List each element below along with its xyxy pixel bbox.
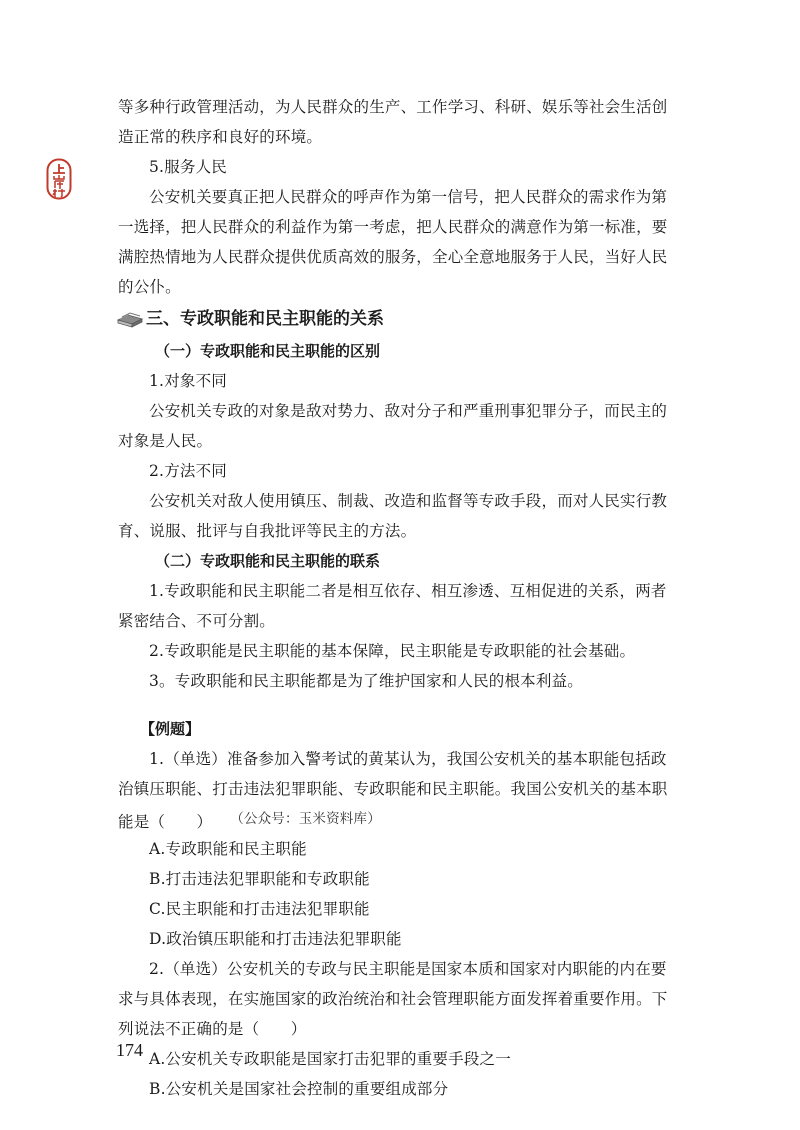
spacer <box>118 696 690 714</box>
page-content <box>118 92 690 1104</box>
paragraph-line: 公安机关对敌人使用镇压、制裁、改造和监督等专政手段，而对人民实行教 <box>149 492 668 510</box>
option-a: A.公安机关专政职能是国家打击犯罪的重要手段之一 <box>149 1050 511 1068</box>
question-line: 列说法不正确的是（ ） <box>118 1020 307 1038</box>
paragraph-line: 1.专政职能和民主职能二者是相互依存、相互渗透、互相促进的关系，两者 <box>149 582 667 600</box>
paragraph-line: 紧密结合、不可分割。 <box>118 612 276 630</box>
item-heading: 5.服务人民 <box>149 158 227 176</box>
option-a: A.专政职能和民主职能 <box>149 840 307 858</box>
option-b: B.公安机关是国家社会控制的重要组成部分 <box>149 1080 449 1098</box>
paragraph-line: 满腔热情地为人民群众提供优质高效的服务，全心全意地服务于人民，当好人民 <box>118 248 668 266</box>
item-heading: 2.方法不同 <box>149 462 227 480</box>
question-stem-end: 能是（ ） <box>118 813 213 831</box>
paragraph-line: 一选择，把人民群众的利益作为第一考虑，把人民群众的满意作为第一标准，要 <box>118 218 668 236</box>
question-line: 1.（单选）准备参加入警考试的黄某认为，我国公安机关的基本职能包括政 <box>149 750 667 768</box>
subsection-title: （一）专政职能和民主职能的区别 <box>155 342 381 360</box>
option-b: B.打击违法犯罪职能和专政职能 <box>149 870 370 888</box>
paragraph-line: 对象是人民。 <box>118 432 213 450</box>
watermark-note: （公众号：玉米资料库） <box>230 811 381 827</box>
paragraph-line: 公安机关要真正把人民群众的呼声作为第一信号，把人民群众的需求作为第 <box>149 188 668 206</box>
paragraph-line: 3。专政职能和民主职能都是为了维护国家和人民的根本利益。 <box>149 672 583 690</box>
question-line: 治镇压职能、打击违法犯罪职能、专政职能和民主职能。我国公安机关的基本职 <box>118 780 668 798</box>
option-c: C.民主职能和打击违法犯罪职能 <box>149 900 370 918</box>
question-line: 2.（单选）公安机关的专政与民主职能是国家本质和国家对内职能的内在要 <box>149 960 667 978</box>
section-title: 三、专政职能和民主职能的关系 <box>146 309 384 329</box>
subsection-title: （二）专政职能和民主职能的联系 <box>155 552 381 570</box>
seal-stamp-icon <box>46 158 72 200</box>
item-heading: 1.对象不同 <box>149 372 227 390</box>
paragraph-line: 造正常的秩序和良好的环境。 <box>118 128 323 146</box>
paragraph-line: 2.专政职能是民主职能的基本保障，民主职能是专政职能的社会基础。 <box>149 642 636 660</box>
example-title: 【例题】 <box>140 720 201 738</box>
page-number: 174 <box>116 1040 143 1060</box>
book-stack-icon <box>116 310 144 328</box>
paragraph-line: 公安机关专政的对象是敌对势力、敌对分子和严重刑事犯罪分子，而民主的 <box>149 402 668 420</box>
question-line: 求与具体表现，在实施国家的政治统治和社会管理职能方面发挥着重要作用。下 <box>118 990 668 1008</box>
paragraph-line: 育、说服、批评与自我批评等民主的方法。 <box>118 522 417 540</box>
paragraph-line: 的公仆。 <box>118 278 181 296</box>
section-heading <box>116 302 690 336</box>
paragraph-line: 等多种行政管理活动，为人民群众的生产、工作学习、科研、娱乐等社会生活创 <box>118 98 668 116</box>
question-line <box>118 804 690 834</box>
option-d: D.政治镇压职能和打击违法犯罪职能 <box>149 930 402 948</box>
